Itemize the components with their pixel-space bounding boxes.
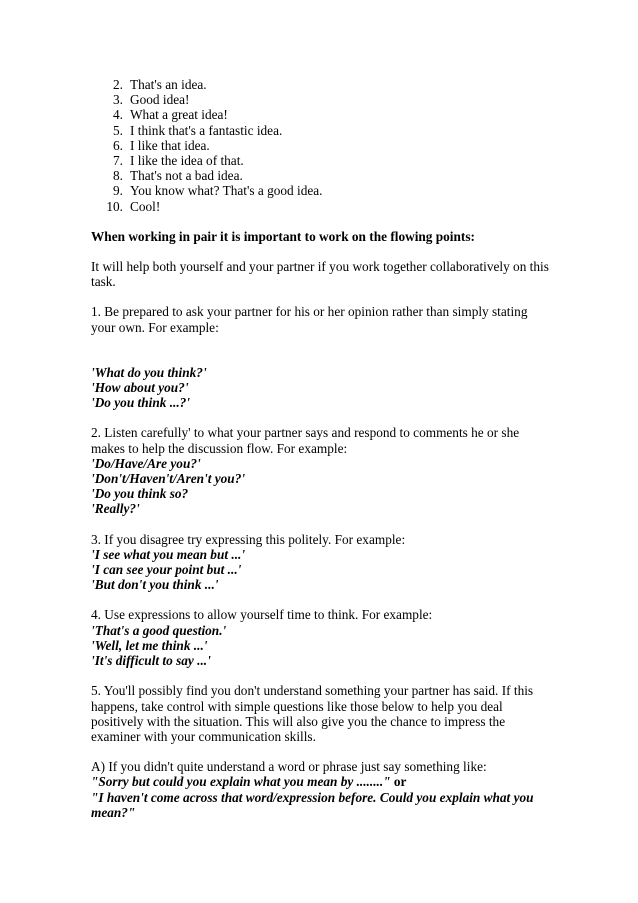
agreement-phrases-list (91, 77, 553, 214)
list-text: I think that's a fantastic idea. (130, 122, 283, 138)
list-number: 8. (113, 168, 123, 184)
point-1-examples (91, 365, 553, 411)
list-number: 3. (113, 92, 123, 108)
example-phrase: 'It's difficult to say ...' (91, 653, 211, 669)
list-text: That's not a bad idea. (130, 168, 243, 184)
list-text: You know what? That's a good idea. (130, 183, 323, 199)
point-a-example-2: "I haven't come across that word/expression before. Could you explain what you mean?" (91, 789, 534, 820)
point-3-examples (91, 547, 553, 593)
list-item (91, 77, 553, 92)
example-phrase: 'Really?' (91, 501, 140, 517)
list-item (91, 92, 553, 107)
list-number: 10. (106, 198, 123, 214)
point-3-text: 3. If you disagree try expressing this politely. For example: (91, 531, 406, 547)
example-phrase: 'Do you think so? (91, 486, 189, 502)
point-2-examples (91, 456, 553, 517)
list-number: 7. (113, 153, 123, 169)
list-text: That's an idea. (130, 77, 207, 92)
example-phrase: 'I can see your point but ...' (91, 562, 242, 578)
example-phrase: 'But don't you think ...' (91, 577, 219, 593)
example-phrase: "Sorry but could you explain what you mean by ........" (91, 774, 391, 790)
list-item (91, 107, 553, 122)
point-a-text: A) If you didn't quite understand a word or phrase just say something like: (91, 759, 487, 775)
list-number: 9. (113, 183, 123, 199)
point-1-text: 1. Be prepared to ask your partner for his or her opinion rather than simply stating your own. For example: (91, 304, 528, 335)
list-text: I like the idea of that. (130, 153, 244, 169)
example-phrase: 'How about you?' (91, 380, 189, 396)
point-4-text: 4. Use expressions to allow yourself time to think. For example: (91, 607, 433, 623)
point-4-examples (91, 623, 553, 669)
list-number: 5. (113, 122, 123, 138)
example-phrase: 'Do you think ...?' (91, 395, 191, 411)
point-a-example-1 (91, 774, 553, 789)
point-5-text: 5. You'll possibly find you don't understand something your partner has said. If this happens, take control with simple questions like those below to help you deal positively with the situation. This will also give you the chance to impress the examiner with your communication skills. (91, 683, 534, 744)
example-phrase: 'I see what you mean but ...' (91, 546, 246, 562)
list-item (91, 123, 553, 138)
example-phrase: 'That's a good question.' (91, 622, 227, 638)
list-text: Cool! (130, 198, 161, 214)
list-number: 4. (113, 107, 123, 123)
list-text: Good idea! (130, 92, 190, 108)
or-word: or (390, 774, 407, 790)
example-phrase: 'What do you think?' (91, 364, 207, 380)
list-item (91, 153, 553, 168)
intro-paragraph: It will help both yourself and your partner if you work together collaboratively on this task. (91, 259, 549, 290)
document-page (91, 77, 553, 820)
list-text: I like that idea. (130, 137, 210, 153)
example-phrase: 'Do/Have/Are you?' (91, 455, 201, 471)
list-item (91, 183, 553, 198)
list-number: 2. (113, 77, 123, 92)
list-number: 6. (113, 137, 123, 153)
list-item (91, 138, 553, 153)
example-phrase: 'Well, let me think ...' (91, 637, 208, 653)
list-item (91, 199, 553, 214)
list-item (91, 168, 553, 183)
example-phrase: 'Don't/Haven't/Aren't you?' (91, 471, 246, 487)
list-text: What a great idea! (130, 107, 228, 123)
point-2-text: 2. Listen carefully' to what your partner says and respond to comments he or she makes to help the discussion flow. For example: (91, 425, 520, 456)
section-heading: When working in pair it is important to work on the flowing points: (91, 228, 475, 244)
